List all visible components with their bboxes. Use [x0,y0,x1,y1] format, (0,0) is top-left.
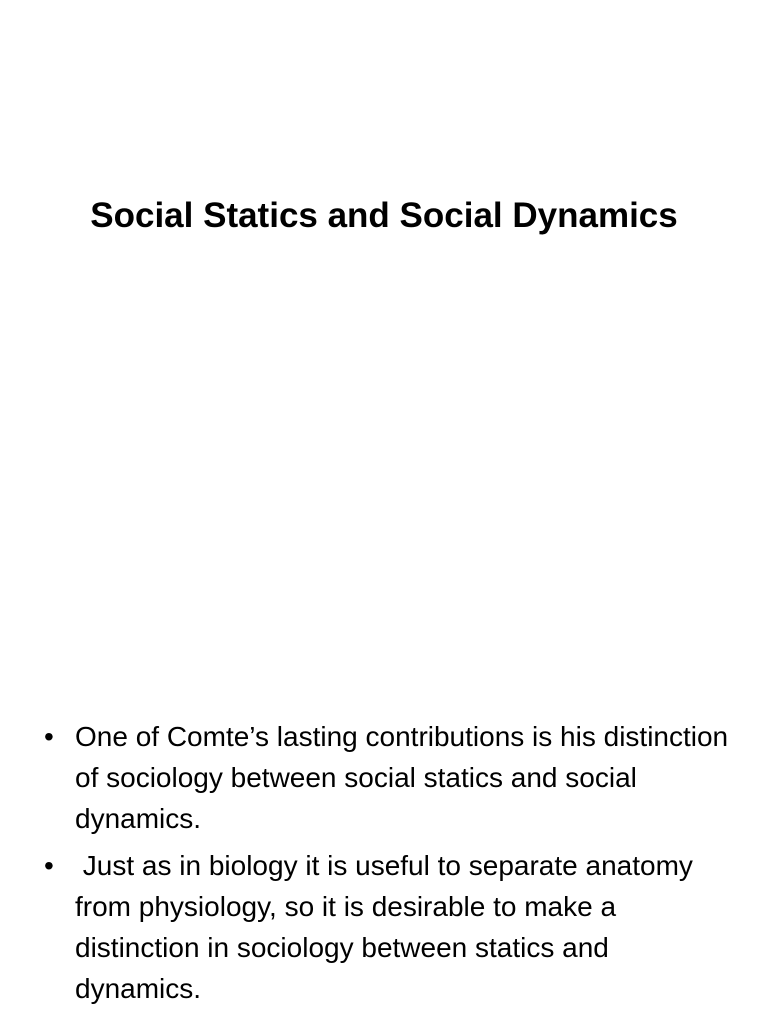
bullet-item [44,716,734,839]
bullet-text: One of Comte’s lasting contributions is his distinction of sociology between social statics and social dynamics. [75,721,736,834]
bullet-list [44,716,734,1015]
bullet-icon: • [44,850,54,881]
slide-title: Social Statics and Social Dynamics [90,196,678,235]
bullet-icon: • [44,721,54,752]
bullet-item [44,845,734,1009]
bullet-text: Just as in biology it is useful to separate anatomy from physiology, so it is desirable to make a distinction in sociology between statics and dynamics. [75,850,701,1004]
